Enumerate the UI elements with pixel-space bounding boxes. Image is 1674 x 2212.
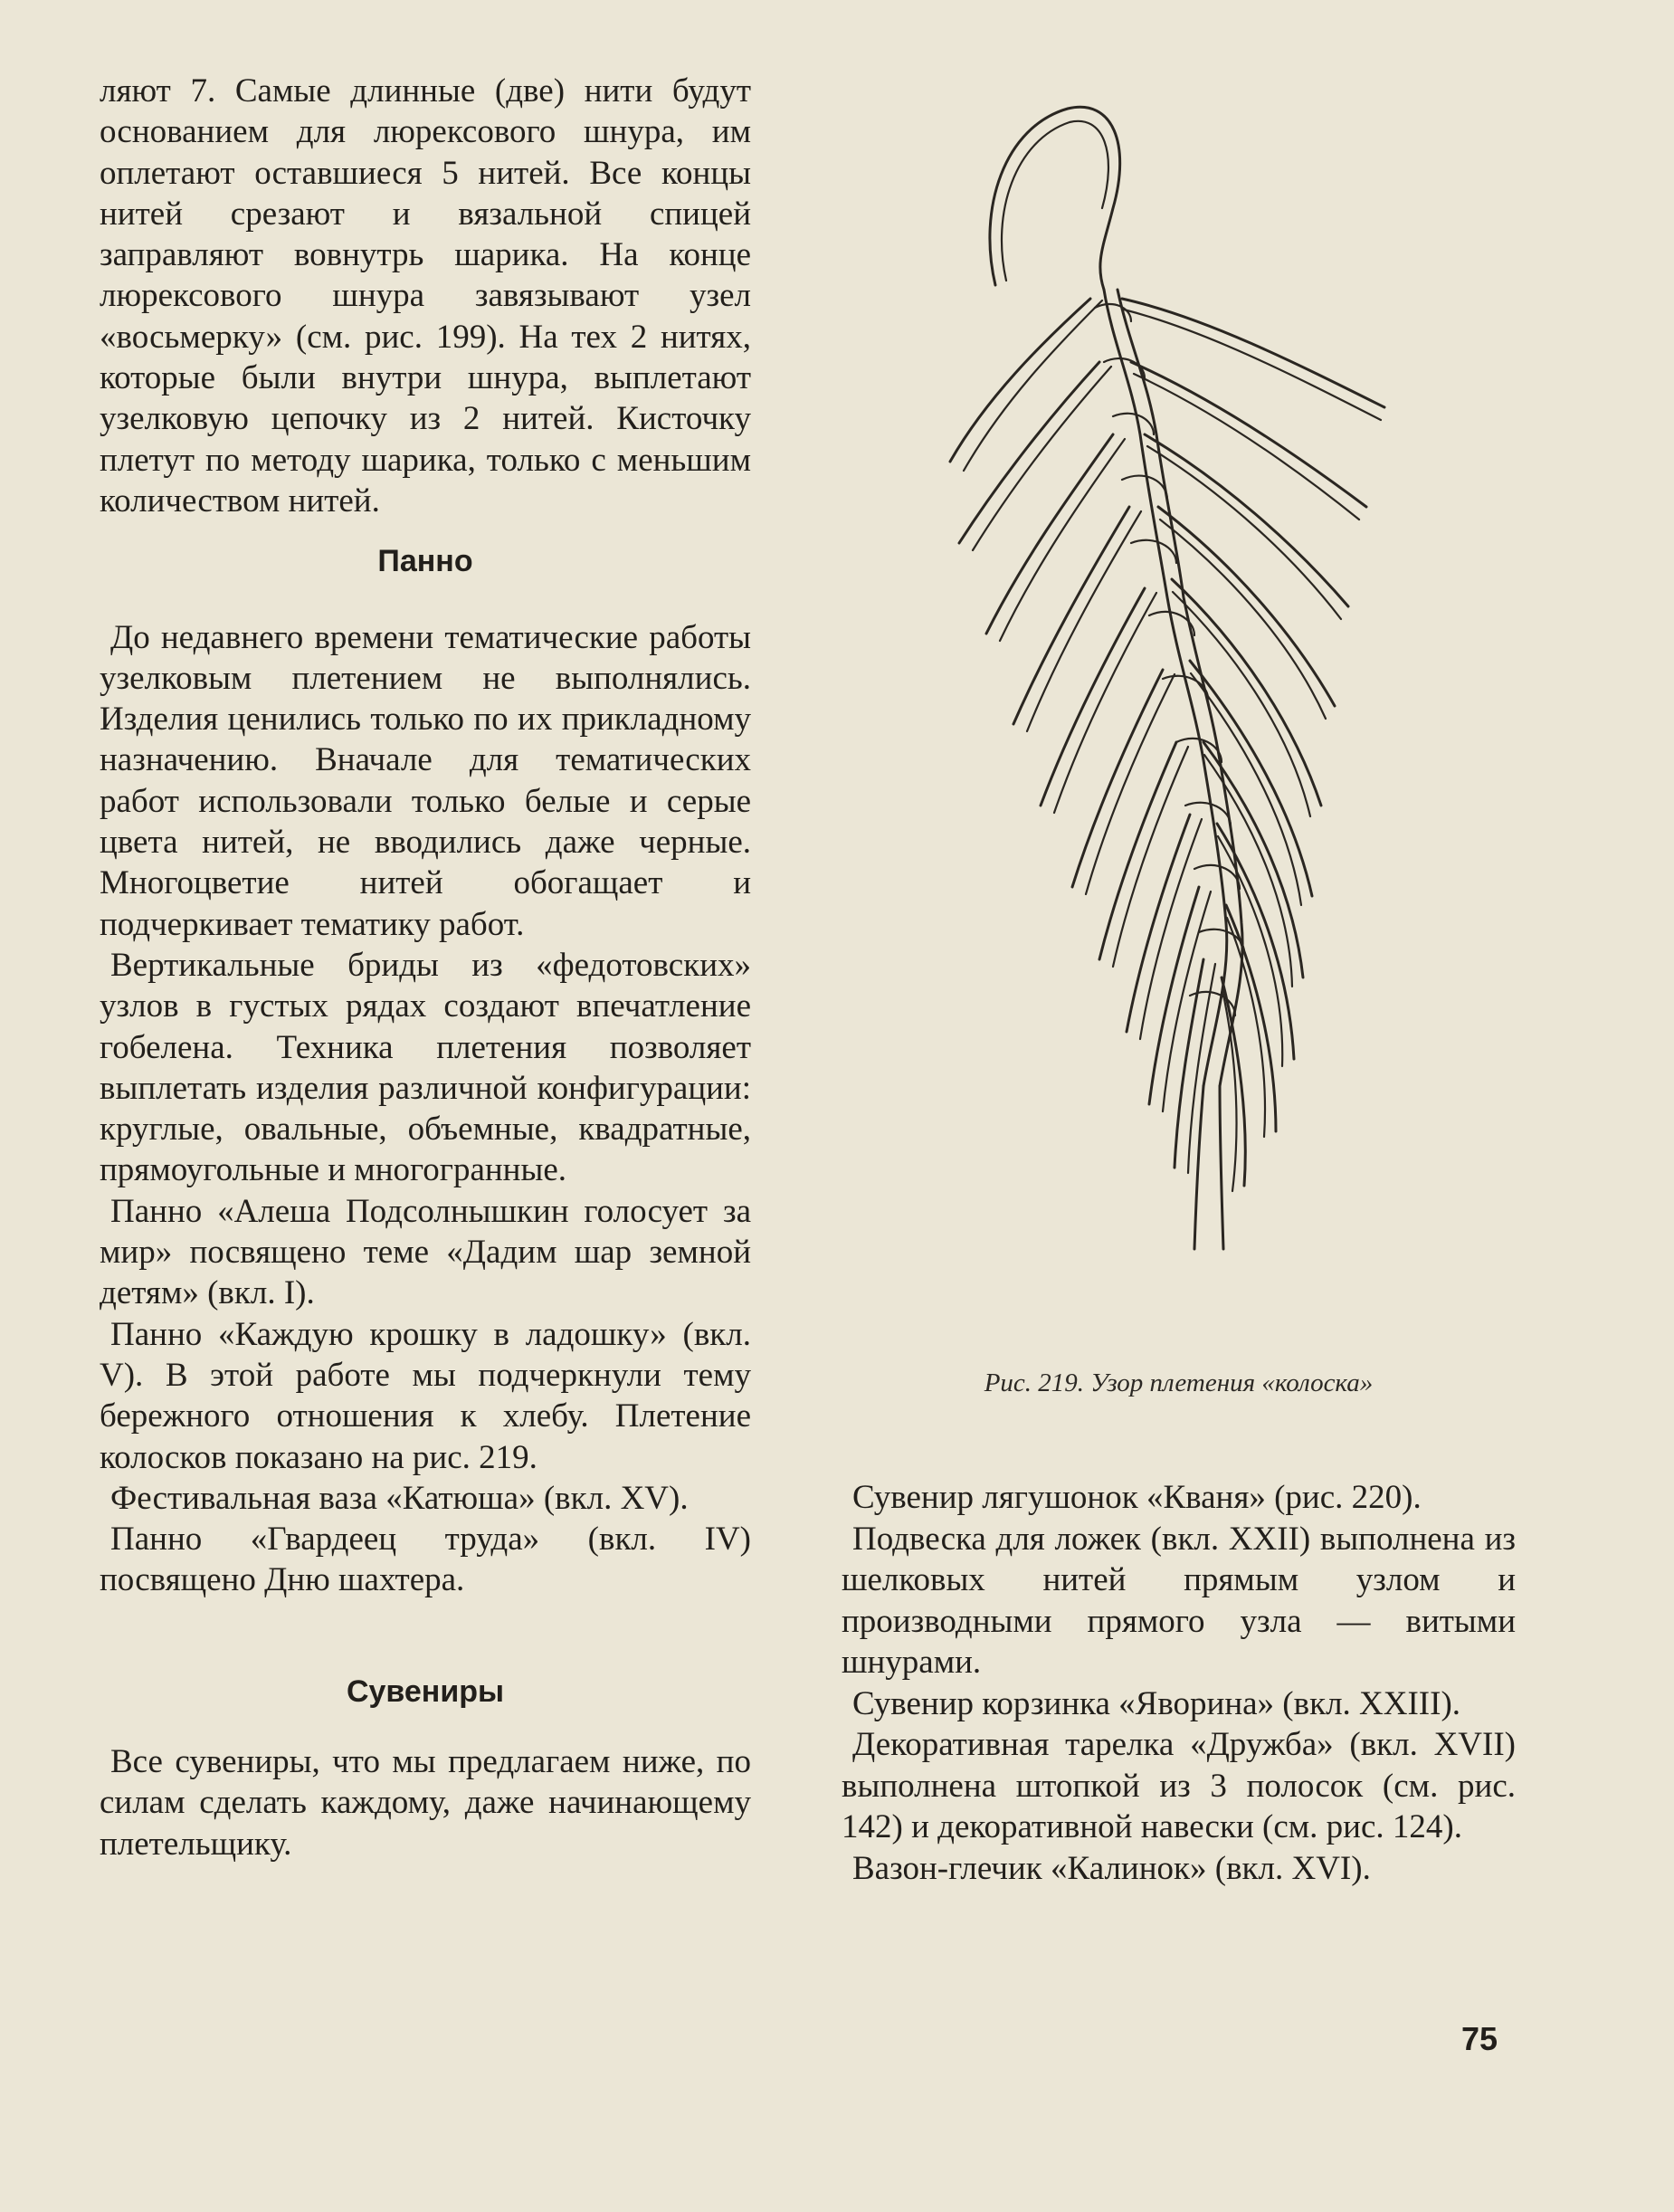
paragraph: Панно «Каждую крошку в ладошку» (вкл. V). В этой работе мы подчеркнули тему бережного отношения к хлебу. Плетение колосков показано на рис. 219.: [100, 1315, 751, 1476]
paragraph: Фестивальная ваза «Катюша» (вкл. XV).: [110, 1479, 689, 1517]
section-heading-panno: Панно: [377, 544, 473, 579]
section-heading-suveniry: Сувениры: [346, 1673, 505, 1709]
figure-caption: Рис. 219. Узор плетения «колоска»: [984, 1368, 1374, 1397]
page-number: 75: [1461, 2020, 1498, 2057]
paragraph: Сувенир корзинка «Яворина» (вкл. XXIII).: [852, 1684, 1461, 1722]
paragraph: Панно «Алеша Подсолнышкин голосует за мир» посвящено теме «Дадим шар земной детям» (вкл. I).: [100, 1192, 751, 1312]
paragraph: Подвеска для ложек (вкл. XXII) выполнена из шелковых нитей прямым узлом и производными прямого узла — витыми шнурами.: [842, 1520, 1516, 1681]
paragraph: Все сувениры, что мы предлагаем ниже, по силам сделать каждому, даже начинающему плетельщику.: [100, 1742, 751, 1863]
left-text-column: [100, 71, 751, 1864]
right-text-column: [842, 1477, 1516, 1889]
paragraph: Декоративная тарелка «Дружба» (вкл. XVII) выполнена штопкой из 3 полосок (см. рис. 142) и декоративной навески (см. рис. 124).: [842, 1726, 1516, 1845]
paragraph: Вертикальные бриды из «федотовских» узлов в густых рядах создают впечатление гобелена. Техника плетения позволяет выплетать изделия различной конфигурации: круглые, овальные, объемные, квадратные, прямоугольные и многогранные.: [100, 946, 751, 1189]
paragraph: До недавнего времени тематические работы узелковым плетением не выполнялись. Изделия ценились только по их прикладному назначению. Вначале для тематических работ использовали только белые и серые цвета нитей, не вводились даже черные. Многоцветие нитей обогащает и подчеркивает тематику работ.: [100, 618, 751, 943]
wheat-ear-knot-illustration: [842, 72, 1529, 1367]
paragraph-continuation: ляют 7. Самые длинные (две) нити будут основанием для люрексового шнура, им оплетают оставшиеся 5 нитей. Все концы нитей срезают и вязальной спицей заправляют вовнутрь шарика. На конце люрексового шнура завязывают узел «восьмерку» (см. рис. 199). На тех 2 нитях, которые были внутри шнура, выплетают узелковую цепочку из 2 нитей. Кисточку плетут по методу шарика, только с меньшим количеством нитей.: [100, 72, 751, 520]
paragraph: Вазон-глечик «Калинок» (вкл. XVI).: [852, 1849, 1371, 1887]
paragraph: Сувенир лягушонок «Кваня» (рис. 220).: [852, 1479, 1422, 1516]
paragraph: Панно «Гвардеец труда» (вкл. IV) посвящено Дню шахтера.: [100, 1521, 751, 1599]
